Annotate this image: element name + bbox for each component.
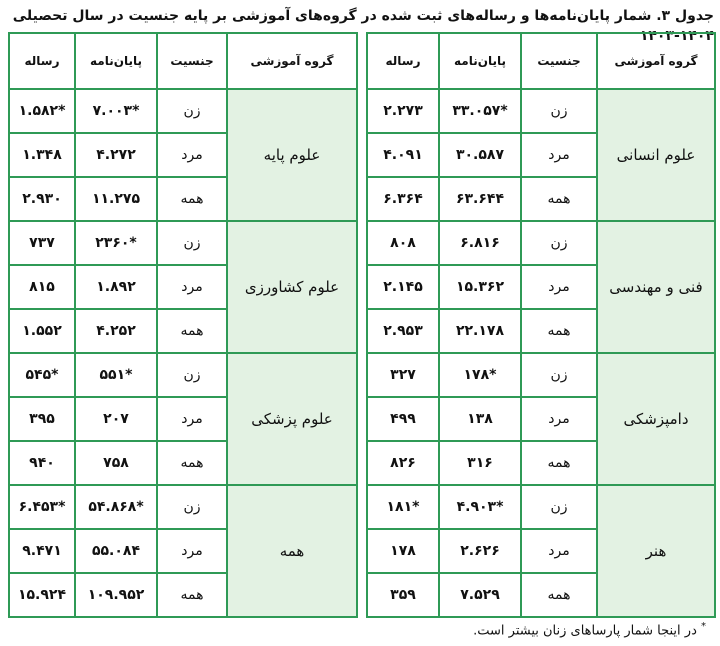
thesis-cell: ۴.۲۵۲ (75, 309, 157, 353)
dissertation-cell: ۲.۲۷۳ (367, 89, 439, 133)
header-dissertation: رساله (9, 33, 75, 89)
dissertation-cell: ۳۵۹ (367, 573, 439, 617)
group-cell: همه (227, 485, 357, 617)
header-row (367, 33, 715, 89)
header-gender: جنسیت (157, 33, 227, 89)
group-cell: علوم پایه (227, 89, 357, 221)
dissertation-cell: ۹۴۰ (9, 441, 75, 485)
gender-cell: زن (157, 353, 227, 397)
dissertation-cell: ۳۲۷ (367, 353, 439, 397)
dissertation-cell: ۸۰۸ (367, 221, 439, 265)
dissertation-cell: ۴۹۹ (367, 397, 439, 441)
dissertation-cell: ۱۷۸ (367, 529, 439, 573)
left-table (8, 32, 358, 618)
gender-cell: مرد (521, 529, 597, 573)
group-cell: علوم پزشکی (227, 353, 357, 485)
thesis-cell: ۷.۵۲۹ (439, 573, 521, 617)
footnote-text: در اینجا شمار پارساهای زنان بیشتر است. (473, 623, 701, 639)
table-row (9, 353, 357, 397)
dissertation-cell: *۵۴۵ (9, 353, 75, 397)
thesis-cell: ۲۰۷ (75, 397, 157, 441)
dissertation-cell: ۸۱۵ (9, 265, 75, 309)
table-row (367, 485, 715, 529)
gender-cell: همه (521, 573, 597, 617)
dissertation-cell: *۶.۴۵۳ (9, 485, 75, 529)
thesis-cell: ۳۰.۵۸۷ (439, 133, 521, 177)
table-row (367, 89, 715, 133)
gender-cell: همه (157, 309, 227, 353)
thesis-cell: *۷.۰۰۳ (75, 89, 157, 133)
group-cell: هنر (597, 485, 715, 617)
table-row (9, 89, 357, 133)
thesis-cell: ۱.۸۹۲ (75, 265, 157, 309)
dissertation-cell: ۲.۱۴۵ (367, 265, 439, 309)
gender-cell: مرد (521, 397, 597, 441)
gender-cell: زن (157, 221, 227, 265)
dissertation-cell: ۸۲۶ (367, 441, 439, 485)
header-group: گروه آموزشی (597, 33, 715, 89)
right-table (366, 32, 716, 618)
thesis-cell: *۳۳.۰۵۷ (439, 89, 521, 133)
thesis-cell: *۲۳۶۰ (75, 221, 157, 265)
thesis-cell: *۵۴.۸۶۸ (75, 485, 157, 529)
table-caption: جدول ۳. شمار پایان‌نامه‌ها و رساله‌های ثبت شده در گروه‌های آموزشی بر پایه جنسیت در سال تحصیلی ۱۴۰۴-۱۴۰۳ (12, 8, 714, 44)
gender-cell: زن (521, 353, 597, 397)
table-row (9, 485, 357, 529)
header-group: گروه آموزشی (227, 33, 357, 89)
table-row (367, 353, 715, 397)
gender-cell: زن (521, 221, 597, 265)
thesis-cell: ۶.۸۱۶ (439, 221, 521, 265)
gender-cell: زن (157, 89, 227, 133)
dissertation-cell: *۱.۵۸۲ (9, 89, 75, 133)
thesis-cell: ۷۵۸ (75, 441, 157, 485)
thesis-cell: ۵۵.۰۸۴ (75, 529, 157, 573)
thesis-cell: *۵۵۱ (75, 353, 157, 397)
thesis-cell: ۱۳۸ (439, 397, 521, 441)
gender-cell: همه (521, 441, 597, 485)
gender-cell: مرد (157, 529, 227, 573)
dissertation-cell: ۳۹۵ (9, 397, 75, 441)
dissertation-cell: ۱.۵۵۲ (9, 309, 75, 353)
header-gender: جنسیت (521, 33, 597, 89)
thesis-cell: ۲.۶۲۶ (439, 529, 521, 573)
footnote (6, 618, 706, 640)
gender-cell: مرد (521, 133, 597, 177)
gender-cell: همه (157, 573, 227, 617)
right-table-body (367, 89, 715, 617)
dissertation-cell: ۲.۹۳۰ (9, 177, 75, 221)
gender-cell: زن (521, 89, 597, 133)
group-cell: فنی و مهندسی (597, 221, 715, 353)
dissertation-cell: ۱.۳۴۸ (9, 133, 75, 177)
header-row (9, 33, 357, 89)
group-cell: علوم انسانی (597, 89, 715, 221)
thesis-cell: ۱۰۹.۹۵۲ (75, 573, 157, 617)
thesis-cell: ۳۱۶ (439, 441, 521, 485)
dissertation-cell: ۴.۰۹۱ (367, 133, 439, 177)
dissertation-cell: *۱۸۱ (367, 485, 439, 529)
gender-cell: مرد (521, 265, 597, 309)
table-row (9, 221, 357, 265)
thesis-cell: *۱۷۸ (439, 353, 521, 397)
footnote-marker: * (701, 621, 706, 632)
dissertation-cell: ۶.۳۶۴ (367, 177, 439, 221)
thesis-cell: ۱۵.۳۶۲ (439, 265, 521, 309)
header-thesis: پایان‌نامه (75, 33, 157, 89)
tables-container (8, 32, 716, 610)
gender-cell: مرد (157, 265, 227, 309)
dissertation-cell: ۹.۴۷۱ (9, 529, 75, 573)
gender-cell: زن (521, 485, 597, 529)
gender-cell: مرد (157, 397, 227, 441)
group-cell: علوم کشاورزی (227, 221, 357, 353)
gender-cell: مرد (157, 133, 227, 177)
dissertation-cell: ۷۳۷ (9, 221, 75, 265)
dissertation-cell: ۱۵.۹۲۴ (9, 573, 75, 617)
left-table-body (9, 89, 357, 617)
gender-cell: زن (157, 485, 227, 529)
gender-cell: همه (521, 177, 597, 221)
table-row (367, 221, 715, 265)
gender-cell: همه (157, 441, 227, 485)
thesis-cell: ۲۲.۱۷۸ (439, 309, 521, 353)
thesis-cell: ۶۳.۶۴۴ (439, 177, 521, 221)
header-thesis: پایان‌نامه (439, 33, 521, 89)
thesis-cell: *۴.۹۰۳ (439, 485, 521, 529)
group-cell: دامپزشکی (597, 353, 715, 485)
header-dissertation: رساله (367, 33, 439, 89)
gender-cell: همه (521, 309, 597, 353)
thesis-cell: ۱۱.۲۷۵ (75, 177, 157, 221)
thesis-cell: ۴.۲۷۲ (75, 133, 157, 177)
gender-cell: همه (157, 177, 227, 221)
dissertation-cell: ۲.۹۵۳ (367, 309, 439, 353)
